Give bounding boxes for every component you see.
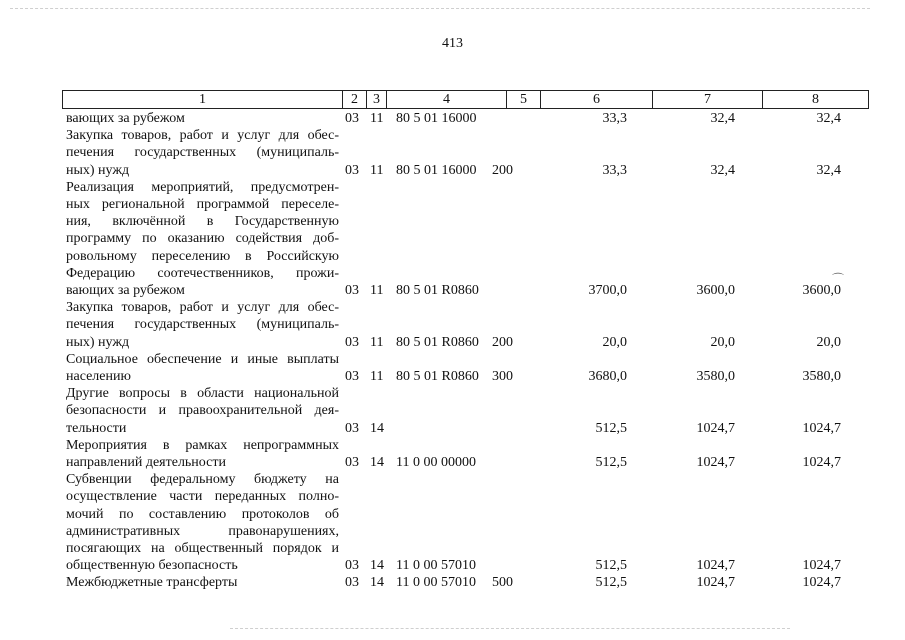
cell-c8: 32,4 (816, 162, 841, 178)
cell-c2: 03 (345, 558, 359, 574)
header-col-7: 7 (653, 91, 763, 109)
header-col-3: 3 (367, 91, 387, 109)
cell-c8: 1024,7 (802, 575, 841, 591)
description-line: посягающих на общественный порядок и (66, 541, 339, 556)
description-line: Субвенции федеральному бюджету на (66, 472, 339, 488)
cell-c6: 33,3 (602, 111, 627, 126)
header-col-2: 2 (343, 91, 367, 109)
description-line: вающих за рубежом (66, 283, 185, 299)
description-line: мочий по составлению протоколов об (66, 506, 339, 522)
description-line: ных региональной программой переселе- (66, 197, 339, 212)
cell-c5: 300 (492, 368, 513, 384)
cell-c5: 500 (492, 575, 513, 591)
row-description (66, 299, 339, 351)
description-line: осуществление части переданных полно- (66, 489, 339, 505)
row-description (66, 351, 339, 385)
cell-c8: 1024,7 (802, 454, 841, 470)
description-line: печения государственных (муниципаль- (66, 317, 339, 333)
table-row (0, 471, 905, 574)
cell-c4: 80 5 01 R0860 (396, 368, 479, 384)
header-col-4: 4 (387, 91, 507, 109)
cell-c8: 3600,0 (802, 282, 841, 298)
description-line: Федерацию соотечественников, прожи- (66, 265, 339, 281)
header-col-5: 5 (507, 91, 541, 109)
table-row (0, 110, 905, 127)
cell-c8: 32,4 (816, 111, 841, 126)
description-line: вающих за рубежом (66, 111, 185, 126)
cell-c7: 1024,7 (696, 454, 735, 470)
cell-c6: 512,5 (595, 558, 627, 574)
cell-c3: 14 (370, 420, 384, 436)
description-line: Закупка товаров, работ и услуг для обес- (66, 300, 339, 316)
description-line: Реализация мероприятий, предусмотрен- (66, 179, 339, 195)
cell-c5: 200 (492, 162, 513, 178)
cell-c6: 20,0 (602, 334, 627, 350)
table-row (0, 299, 905, 351)
description-line: ния, включённой в Государственную (66, 214, 339, 230)
row-description (66, 179, 339, 299)
description-line: Закупка товаров, работ и услуг для обес- (66, 128, 339, 144)
row-description (66, 110, 339, 127)
cell-c7: 20,0 (710, 334, 735, 350)
cell-c8: 1024,7 (802, 420, 841, 436)
table-row (0, 351, 905, 385)
cell-c6: 512,5 (595, 575, 627, 591)
scan-artifact-top (10, 8, 870, 9)
row-description (66, 437, 339, 471)
cell-c2: 03 (345, 111, 359, 126)
cell-c4: 80 5 01 R0860 (396, 282, 479, 298)
table-row (0, 385, 905, 437)
cell-c7: 3600,0 (696, 282, 735, 298)
cell-c2: 03 (345, 282, 359, 298)
cell-c6: 3700,0 (588, 282, 627, 298)
description-line: Социальное обеспечение и иные выплаты (66, 351, 339, 367)
cell-c2: 03 (345, 575, 359, 591)
cell-c6: 512,5 (595, 454, 627, 470)
scan-mark: ⌒ (832, 272, 845, 286)
cell-c2: 03 (345, 162, 359, 178)
cell-c3: 14 (370, 454, 384, 470)
description-line: Другие вопросы в области национальной (66, 386, 339, 402)
cell-c5: 200 (492, 334, 513, 350)
cell-c3: 11 (370, 334, 384, 350)
description-line: тельности (66, 420, 127, 436)
header-col-1: 1 (63, 91, 343, 109)
cell-c7: 1024,7 (696, 575, 735, 591)
cell-c4: 11 0 00 57010 (396, 558, 476, 574)
description-line: безопасности и правоохранительной дея- (66, 403, 339, 419)
cell-c4: 80 5 01 R0860 (396, 334, 479, 350)
cell-c4: 80 5 01 16000 (396, 162, 477, 178)
cell-c3: 11 (370, 282, 384, 298)
description-line: ных) нужд (66, 334, 130, 350)
row-description (66, 127, 339, 179)
cell-c2: 03 (345, 454, 359, 470)
cell-c4: 80 5 01 16000 (396, 111, 477, 126)
description-line: населению (66, 369, 131, 384)
cell-c7: 32,4 (710, 162, 735, 178)
description-line: программу по оказанию содействия доб- (66, 231, 339, 247)
cell-c8: 1024,7 (802, 558, 841, 574)
cell-c3: 11 (370, 111, 384, 126)
cell-c7: 1024,7 (696, 420, 735, 436)
header-col-6: 6 (541, 91, 653, 109)
row-description (66, 385, 339, 437)
description-line: печения государственных (муниципаль- (66, 145, 339, 161)
description-line: ных) нужд (66, 162, 130, 178)
cell-c4: 11 0 00 57010 (396, 575, 476, 591)
table-row (0, 574, 905, 591)
cell-c4: 11 0 00 00000 (396, 454, 476, 470)
description-line: направлений деятельности (66, 455, 226, 470)
description-line: общественную безопасность (66, 558, 238, 574)
description-line: ровольному переселению в Российскую (66, 248, 339, 264)
cell-c7: 3580,0 (696, 368, 735, 384)
cell-c8: 3580,0 (802, 368, 841, 384)
cell-c2: 03 (345, 420, 359, 436)
cell-c2: 03 (345, 368, 359, 384)
cell-c6: 33,3 (602, 162, 627, 178)
row-description (66, 574, 339, 591)
cell-c3: 11 (370, 162, 384, 178)
cell-c6: 512,5 (595, 420, 627, 436)
description-line: административных правонарушениях, (66, 523, 339, 539)
table-row (0, 127, 905, 179)
cell-c8: 20,0 (816, 334, 841, 350)
header-col-8: 8 (763, 91, 869, 109)
description-line: Мероприятия в рамках непрограммных (66, 437, 339, 453)
cell-c3: 14 (370, 558, 384, 574)
description-line: Межбюджетные трансферты (66, 575, 238, 591)
page-number: 413 (442, 36, 463, 51)
column-header-table (62, 90, 869, 109)
cell-c2: 03 (345, 334, 359, 350)
cell-c6: 3680,0 (588, 368, 627, 384)
table-row (0, 179, 905, 299)
cell-c7: 1024,7 (696, 558, 735, 574)
cell-c7: 32,4 (710, 111, 735, 126)
cell-c3: 14 (370, 575, 384, 591)
row-description (66, 471, 339, 574)
scan-artifact-bottom (230, 628, 790, 629)
cell-c3: 11 (370, 368, 384, 384)
table-row (0, 437, 905, 471)
